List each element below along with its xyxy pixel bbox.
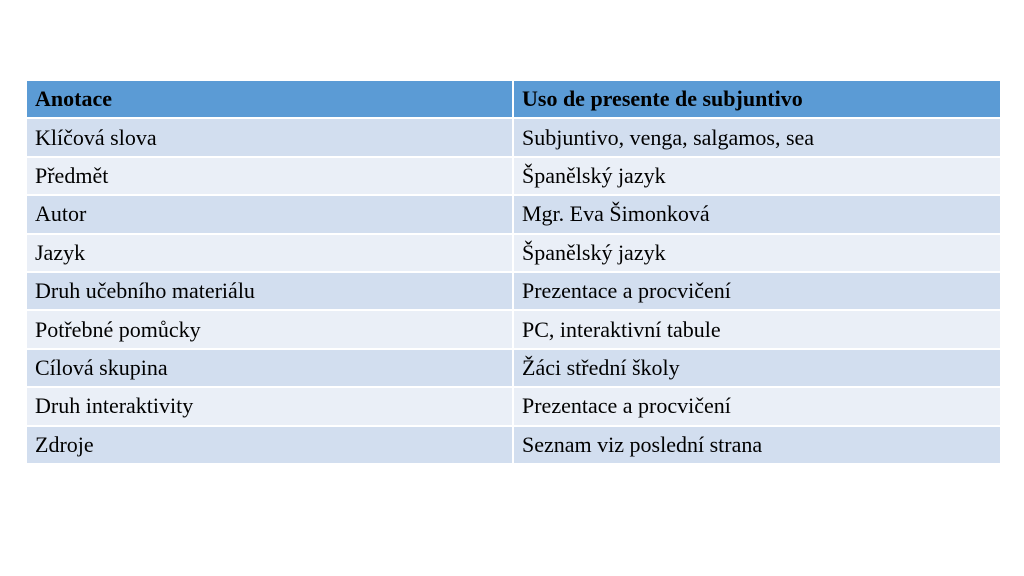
row-value-cell: Žáci střední školy (513, 349, 1001, 387)
row-key-cell: Cílová skupina (26, 349, 513, 387)
row-key-cell: Zdroje (26, 426, 513, 464)
row-value-cell: PC, interaktivní tabule (513, 310, 1001, 348)
row-value-cell: Prezentace a procvičení (513, 272, 1001, 310)
header-key-cell: Anotace (26, 80, 513, 118)
row-key-cell: Klíčová slova (26, 118, 513, 156)
row-key-cell: Druh učebního materiálu (26, 272, 513, 310)
header-value-cell: Uso de presente de subjuntivo (513, 80, 1001, 118)
row-value-cell: Seznam viz poslední strana (513, 426, 1001, 464)
metadata-table (25, 79, 1002, 465)
row-value-cell: Španělský jazyk (513, 234, 1001, 272)
row-value-cell: Španělský jazyk (513, 157, 1001, 195)
row-key-cell: Potřebné pomůcky (26, 310, 513, 348)
table-row (26, 118, 1001, 156)
table-row (26, 310, 1001, 348)
table-row (26, 387, 1001, 425)
row-value-cell: Mgr. Eva Šimonková (513, 195, 1001, 233)
row-key-cell: Druh interaktivity (26, 387, 513, 425)
row-key-cell: Předmět (26, 157, 513, 195)
table-row (26, 272, 1001, 310)
table-row (26, 157, 1001, 195)
row-key-cell: Jazyk (26, 234, 513, 272)
table-row (26, 426, 1001, 464)
row-value-cell: Subjuntivo, venga, salgamos, sea (513, 118, 1001, 156)
row-key-cell: Autor (26, 195, 513, 233)
row-value-cell: Prezentace a procvičení (513, 387, 1001, 425)
table-row (26, 234, 1001, 272)
table-row (26, 195, 1001, 233)
table-row (26, 349, 1001, 387)
table-header-row (26, 80, 1001, 118)
